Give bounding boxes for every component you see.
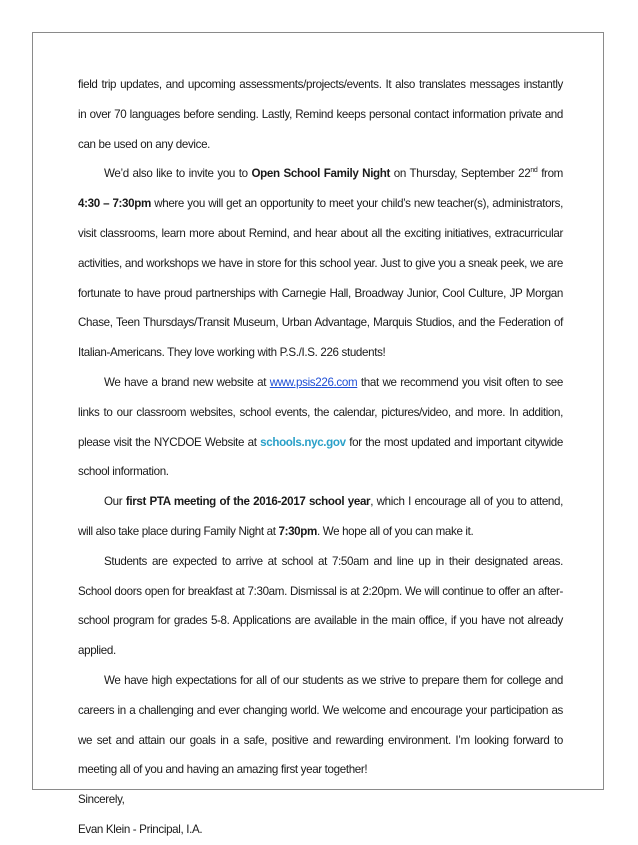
text-run: on Thursday, September 22 xyxy=(390,167,531,181)
event-name: Open School Family Night xyxy=(251,167,391,181)
text-run: We have a brand new website at xyxy=(104,375,270,389)
paragraph-text: Students are expected to arrive at school at 7:50am and line up in their designated areas. School doors open for breakfast at 7:30am. Dismissal is at 2:20pm. We will continue to offer an after-school program for grades 5-8. Applications are available in the main office, if you have not already applied. xyxy=(78,554,563,658)
signature: Evan Klein - Principal, I.A. xyxy=(78,822,203,836)
paragraph-expectations xyxy=(78,666,563,785)
paragraph-pta-meeting xyxy=(78,487,563,547)
paragraph-remind-continued xyxy=(78,70,563,159)
paragraph-text: field trip updates, and upcoming assessments/projects/events. It also translates messages instantly in over 70 languages before sending. Lastly, Remind keeps personal contact information private and can be used on any device. xyxy=(78,78,563,151)
letter-body xyxy=(78,70,563,845)
closing: Sincerely, xyxy=(78,793,125,807)
school-website-link[interactable]: www.psis226.com xyxy=(269,375,358,389)
paragraph-schedule xyxy=(78,547,563,666)
text-run: from xyxy=(537,167,563,181)
text-run: , which I encourage all of you to attend, will also take place during Family Night at xyxy=(78,495,563,538)
paragraph-website xyxy=(78,368,563,487)
text-run: . We hope all of you can make it. xyxy=(316,524,474,538)
paragraph-family-night xyxy=(78,159,563,368)
pta-meeting-title: first PTA meeting of the 2016-2017 school year xyxy=(125,495,371,509)
text-run: that we recommend you visit often to see links to our classroom websites, school events, the calendar, pictures/video, and more. In addition, please visit the NYCDOE Website at xyxy=(78,375,563,449)
text-run: for the most updated and important citywide school information. xyxy=(78,435,563,479)
event-time: 4:30 – 7:30pm xyxy=(78,197,151,211)
nycdoe-website-link[interactable]: schools.nyc.gov xyxy=(260,435,346,449)
text-run: Our xyxy=(104,495,126,509)
text-run: We’d also like to invite you to xyxy=(104,167,252,181)
paragraph-text: We have high expectations for all of our students as we strive to prepare them for college and careers in a challenging and ever changing world. We welcome and encourage your participation as we set and attain our goals in a safe, positive and rewarding environment. I’m looking forward to meeting all of you and having an amazing first year together! xyxy=(78,673,563,777)
text-run: where you will get an opportunity to meet your child’s new teacher(s), administrators, visit classrooms, learn more about Remind, and hear about all the exciting initiatives, extracurricular activities, and workshops we have in store for this school year. Just to give you a sneak peek, we are fortunate to have proud partnerships with Carnegie Hall, Broadway Junior, Cool Culture, JP Morgan Chase, Teen Thursdays/Transit Museum, Urban Advantage, Marquis Studios, and the Federation of Italian-Americans. They love working with P.S./I.S. 226 students! xyxy=(78,197,563,360)
ordinal-suffix: nd xyxy=(530,167,538,175)
pta-meeting-time: 7:30pm xyxy=(278,524,317,538)
